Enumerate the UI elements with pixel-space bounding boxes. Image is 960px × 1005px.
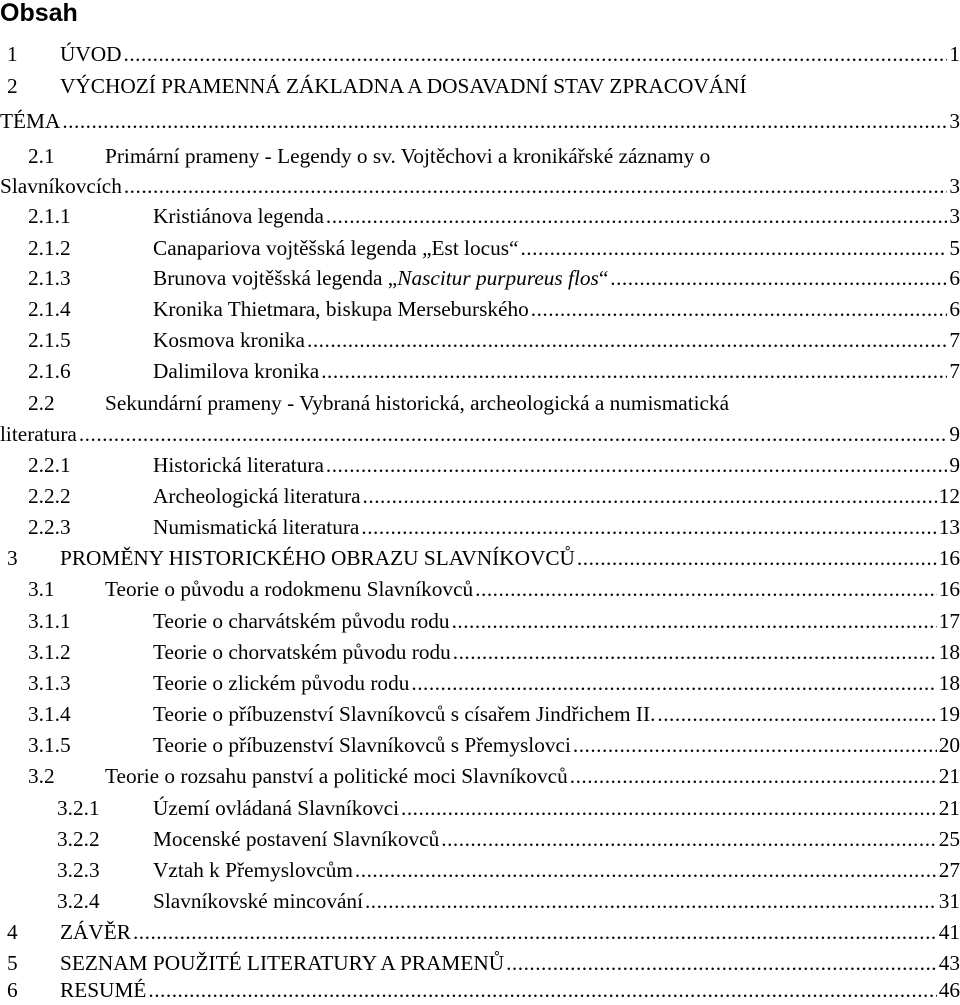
toc-page-number: 18 <box>938 640 960 664</box>
toc-leader <box>577 543 937 573</box>
toc-page-number: 3 <box>949 204 960 228</box>
toc-title: Dalimilova kronika <box>153 359 320 383</box>
toc-page-number: 3 <box>949 109 960 133</box>
toc-number: 3.1.4 <box>28 702 71 726</box>
toc-number: 3.2 <box>28 764 55 788</box>
toc-entry-uvod[interactable] <box>0 39 960 69</box>
toc-leader <box>307 325 947 355</box>
toc-title-part: Brunova vojtěšská legenda „ <box>153 266 398 290</box>
toc-number: 2.1.1 <box>28 204 71 228</box>
toc-page-number: 25 <box>938 827 960 851</box>
toc-page-number: 5 <box>949 236 960 260</box>
toc-leader <box>62 106 947 136</box>
toc-number: 3.1.1 <box>28 609 71 633</box>
toc-leader <box>520 233 947 263</box>
toc-entry-promeny-obrazu[interactable] <box>0 543 960 573</box>
toc-title <box>153 263 608 293</box>
toc-leader <box>573 730 937 760</box>
toc-entry-zlicky-puvod[interactable] <box>0 668 960 698</box>
toc-page-number: 21 <box>938 796 960 820</box>
toc-title: Teorie o původu a rodokmenu Slavníkovců <box>105 577 474 601</box>
toc-entry-sekundarni-prameny[interactable] <box>0 388 960 418</box>
toc-number: 3.2.2 <box>57 827 100 851</box>
toc-entry-numismaticka-literatura[interactable] <box>0 512 960 542</box>
toc-page-number: 16 <box>938 577 960 601</box>
toc-leader <box>610 263 947 293</box>
toc-title-line2: literatura <box>0 422 77 446</box>
toc-entry-teorie-puvodu[interactable] <box>0 574 960 604</box>
toc-title: Historická literatura <box>153 453 324 477</box>
toc-title: Archeologická literatura <box>153 484 361 508</box>
toc-entry-kosmova-kronika[interactable] <box>0 325 960 355</box>
toc-number: 3.1.3 <box>28 671 71 695</box>
toc-title-line1: VÝCHOZÍ PRAMENNÁ ZÁKLADNA A DOSAVADNÍ STAV ZPRACOVÁNÍ <box>60 74 747 98</box>
toc-leader <box>475 574 937 604</box>
toc-entry-resume[interactable] <box>0 975 960 1005</box>
toc-page-number: 13 <box>938 515 960 539</box>
toc-title: Kronika Thietmara, biskupa Merseburského <box>153 297 529 321</box>
toc-leader <box>133 917 937 947</box>
toc-leader <box>148 975 936 1005</box>
toc-title: RESUMÉ <box>60 978 147 1002</box>
toc-entry-rozsah-panstvi[interactable] <box>0 761 960 791</box>
toc-title-line2: Slavníkovcích <box>0 174 122 198</box>
toc-number: 3.1 <box>28 577 55 601</box>
toc-number: 3.1.5 <box>28 733 71 757</box>
toc-number: 2.1.3 <box>28 266 71 290</box>
toc-number: 3.1.2 <box>28 640 71 664</box>
toc-title: Teorie o chorvatském původu rodu <box>153 640 451 664</box>
toc-number: 3.2.1 <box>57 796 100 820</box>
toc-leader <box>79 419 947 449</box>
toc-leader <box>453 637 937 667</box>
toc-page-number: 3 <box>949 174 960 198</box>
toc-leader <box>365 886 937 916</box>
toc-number: 2.2.1 <box>28 453 71 477</box>
toc-page-number: 18 <box>938 671 960 695</box>
toc-title-line2: TÉMA <box>0 109 61 133</box>
toc-page-number: 16 <box>938 546 960 570</box>
toc-title: Numismatická literatura <box>153 515 360 539</box>
toc-number: 3.2.4 <box>57 889 100 913</box>
toc-entry-pribuzenstvi-jindrich[interactable] <box>0 699 960 729</box>
toc-title-line1: Sekundární prameny - Vybraná historická, archeologická a numismatická <box>105 391 730 415</box>
toc-leader <box>570 761 937 791</box>
toc-entry-historicka-literatura[interactable] <box>0 450 960 480</box>
toc-number: 1 <box>7 42 18 66</box>
toc-title: Teorie o rozsahu panství a politické moci Slavníkovců <box>105 764 568 788</box>
toc-leader <box>452 606 937 636</box>
toc-title: Kosmova kronika <box>153 328 306 352</box>
toc-page-number: 6 <box>949 266 960 290</box>
toc-number: 3.2.3 <box>57 858 100 882</box>
toc-entry-chorvatsky-puvod[interactable] <box>0 637 960 667</box>
toc-entry-pribuzenstvi-premyslovci[interactable] <box>0 730 960 760</box>
toc-number: 2.1.4 <box>28 297 71 321</box>
toc-leader <box>363 481 937 511</box>
toc-number: 2.1.5 <box>28 328 71 352</box>
toc-entry-brunova-legenda[interactable] <box>0 263 960 293</box>
toc-title: Teorie o příbuzenství Slavníkovců s císařem Jindřichem II. <box>153 702 656 726</box>
toc-entry-vychozi-zakladna[interactable] <box>0 71 960 101</box>
toc-number: 4 <box>7 920 18 944</box>
toc-number: 2.2.2 <box>28 484 71 508</box>
toc-entry-kristianova-legenda[interactable] <box>0 201 960 231</box>
toc-title: Teorie o zlickém původu rodu <box>153 671 410 695</box>
toc-title: Kristiánova legenda <box>153 204 324 228</box>
toc-title: Teorie o charvátském původu rodu <box>153 609 450 633</box>
toc-entry-sekundarni-prameny-cont[interactable] <box>0 419 960 449</box>
toc-entry-vztah-premyslovcum[interactable] <box>0 855 960 885</box>
toc-title: Mocenské postavení Slavníkovců <box>153 827 440 851</box>
toc-leader <box>321 356 947 386</box>
toc-entry-charvatsky-puvod[interactable] <box>0 606 960 636</box>
toc-entry-uzemi-ovladana[interactable] <box>0 793 960 823</box>
toc-number: 2.2.3 <box>28 515 71 539</box>
toc-number: 3 <box>7 546 18 570</box>
toc-number: 6 <box>7 978 18 1002</box>
toc-page-number: 20 <box>938 733 960 757</box>
toc-leader <box>124 171 948 201</box>
toc-page-number: 31 <box>938 889 960 913</box>
toc-leader <box>531 294 948 324</box>
toc-leader <box>326 201 947 231</box>
toc-number: 2 <box>7 74 18 98</box>
toc-leader <box>124 39 948 69</box>
toc-page-number: 6 <box>949 297 960 321</box>
toc-page-number: 46 <box>938 978 960 1002</box>
toc-page-number: 9 <box>949 453 960 477</box>
toc-number: 2.1 <box>28 144 55 168</box>
toc-title: SEZNAM POUŽITÉ LITERATURY A PRAMENŮ <box>60 951 505 975</box>
toc-page-number: 12 <box>938 484 960 508</box>
toc-page-number: 19 <box>938 702 960 726</box>
toc-entry-mocenske-postaveni[interactable] <box>0 824 960 854</box>
toc-number: 2.1.6 <box>28 359 71 383</box>
toc-page-number: 43 <box>938 951 960 975</box>
toc-title: Canapariova vojtěšská legenda „Est locus“ <box>153 236 519 260</box>
toc-number: 2.1.2 <box>28 236 71 260</box>
toc-title: Slavníkovské mincování <box>153 889 363 913</box>
toc-page-number: 7 <box>949 328 960 352</box>
toc-number: 5 <box>7 951 18 975</box>
toc-title-part: “ <box>598 266 609 290</box>
toc-page-number: 1 <box>949 42 960 66</box>
toc-page-number: 27 <box>938 858 960 882</box>
toc-leader <box>441 824 936 854</box>
toc-heading: Obsah <box>0 0 78 27</box>
toc-page-number: 17 <box>938 609 960 633</box>
toc-entry-seznam-literatury[interactable] <box>0 948 960 978</box>
toc-title-line1: Primární prameny - Legendy o sv. Vojtěchovi a kronikářské záznamy o <box>105 144 711 168</box>
toc-entry-canapariova-legenda[interactable] <box>0 233 960 263</box>
toc-leader <box>361 512 936 542</box>
toc-leader <box>355 855 937 885</box>
toc-leader <box>657 699 936 729</box>
toc-title: ÚVOD <box>60 42 122 66</box>
toc-entry-dalimilova-kronika[interactable] <box>0 356 960 386</box>
toc-entry-zaver[interactable] <box>0 917 960 947</box>
toc-entry-slavnikovske-mincovani[interactable] <box>0 886 960 916</box>
toc-number: 2.2 <box>28 391 55 415</box>
toc-title: ZÁVĚR <box>60 920 131 944</box>
toc-title: Teorie o příbuzenství Slavníkovců s Přemyslovci <box>153 733 571 757</box>
toc-page-number: 41 <box>938 920 960 944</box>
toc-page-number: 21 <box>938 764 960 788</box>
toc-page-number: 7 <box>949 359 960 383</box>
toc-entry-vychozi-zakladna-cont[interactable] <box>0 106 960 136</box>
toc-title: Území ovládaná Slavníkovci <box>153 796 400 820</box>
toc-title: PROMĚNY HISTORICKÉHO OBRAZU SLAVNÍKOVCŮ <box>60 546 575 570</box>
toc-entry-thietmar[interactable] <box>0 294 960 324</box>
toc-entry-archeologicka-literatura[interactable] <box>0 481 960 511</box>
toc-leader <box>401 793 937 823</box>
toc-entry-primarni-prameny-cont[interactable] <box>0 171 960 201</box>
toc-title-italic: Nascitur purpureus flos <box>397 266 599 290</box>
toc-entry-primarni-prameny[interactable] <box>0 141 960 171</box>
toc-title: Vztah k Přemyslovcům <box>153 858 353 882</box>
toc-leader <box>326 450 947 480</box>
toc-leader <box>411 668 936 698</box>
toc-leader <box>506 948 937 978</box>
toc-page-number: 9 <box>949 422 960 446</box>
